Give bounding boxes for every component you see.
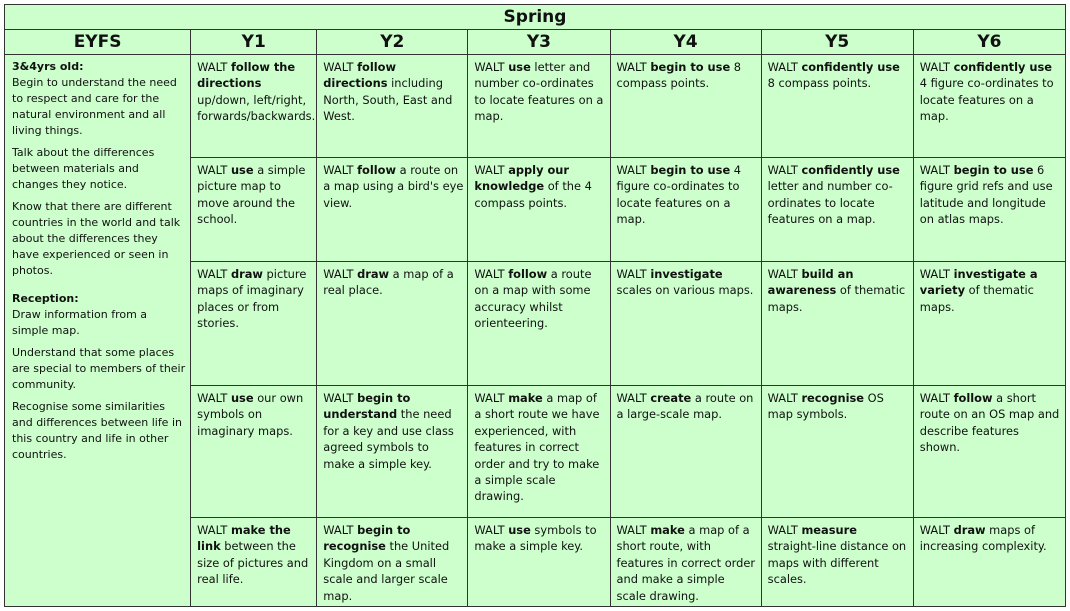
header-y2: Y2 xyxy=(317,30,468,55)
objective-text: of thematic maps. xyxy=(767,283,906,314)
objective-cell xyxy=(468,518,610,607)
objective-text: scales on various maps. xyxy=(616,283,754,298)
objective-cell xyxy=(913,386,1065,518)
eyfs-item: Understand that some places are special to members of their community. xyxy=(12,346,186,391)
header-y1: Y1 xyxy=(191,30,317,55)
objective-cell xyxy=(191,55,317,158)
header-row xyxy=(5,30,1066,55)
objective-text: 6 figure grid refs and use latitude and longitude on atlas maps. xyxy=(919,163,1053,227)
eyfs-heading-reception: Reception: xyxy=(12,292,79,305)
objective-text: WALT xyxy=(474,267,509,281)
objective-text: WALT xyxy=(197,391,231,405)
objective-cell xyxy=(317,518,468,607)
objective-text: of thematic maps. xyxy=(919,283,1034,314)
objective-text: 4 figure co-ordinates to locate features on a map. xyxy=(616,163,742,227)
objective-text: of the 4 compass points. xyxy=(474,179,592,210)
objective-keyword: draw xyxy=(230,267,263,281)
header-y4: Y4 xyxy=(610,30,761,55)
objective-cell xyxy=(610,518,761,607)
objective-text: picture maps of imaginary places or from stories. xyxy=(197,267,307,331)
objective-text: the United Kingdom on a small scale and larger scale map. xyxy=(323,539,450,603)
objective-keyword: use xyxy=(508,523,531,537)
header-y5: Y5 xyxy=(761,30,913,55)
objective-text: WALT xyxy=(767,163,802,177)
objective-keyword: measure xyxy=(801,523,857,537)
objective-keyword: make xyxy=(650,523,685,537)
title-row xyxy=(5,5,1066,30)
objective-keyword: begin to use xyxy=(650,163,731,177)
objective-text: WALT xyxy=(919,60,954,74)
objective-cell xyxy=(610,386,761,518)
objective-cell xyxy=(191,518,317,607)
eyfs-item: Draw information from a simple map. xyxy=(12,308,148,337)
objective-text: WALT xyxy=(616,60,651,74)
objective-keyword: begin to understand xyxy=(323,391,411,422)
objective-text: symbols to make a simple key. xyxy=(474,523,597,554)
eyfs-heading-3-4yrs: 3&4yrs old: xyxy=(12,60,84,73)
objective-text: WALT xyxy=(767,523,802,537)
objective-cell xyxy=(191,262,317,386)
objective-text: WALT xyxy=(616,267,651,281)
objective-cell xyxy=(468,262,610,386)
objective-text: WALT xyxy=(474,391,509,405)
objective-keyword: investigate xyxy=(650,267,723,281)
objective-cell xyxy=(761,386,913,518)
objective-cell xyxy=(317,55,468,158)
objective-text: including North, South, East and West. xyxy=(323,76,453,124)
objective-keyword: confidently use xyxy=(801,163,900,177)
objective-text: a route on a map with some accuracy whilst orienteering. xyxy=(474,267,592,331)
objective-text: a map of a real place. xyxy=(323,267,454,298)
objective-keyword: make xyxy=(508,391,543,405)
objective-cell xyxy=(468,386,610,518)
objective-cell xyxy=(913,518,1065,607)
objective-keyword: draw xyxy=(953,523,986,537)
objective-text: WALT xyxy=(474,523,509,537)
objective-text: WALT xyxy=(616,391,651,405)
objective-text: WALT xyxy=(323,523,358,537)
curriculum-table xyxy=(4,4,1066,607)
objective-text: letter and number co-ordinates to locate features on a map. xyxy=(767,179,893,227)
objective-text: WALT xyxy=(323,60,358,74)
objective-text: WALT xyxy=(474,60,509,74)
objective-text: WALT xyxy=(767,267,802,281)
objective-keyword: recognise xyxy=(801,391,865,405)
objective-keyword: follow directions xyxy=(323,60,397,91)
objective-text: WALT xyxy=(474,163,509,177)
objective-keyword: begin to use xyxy=(650,60,731,74)
objective-keyword: follow the directions xyxy=(197,60,296,91)
curriculum-table-wrapper xyxy=(4,4,1066,607)
objective-cell xyxy=(761,262,913,386)
objective-text: a map of a short route we have experienced, with features in correct order and try to make a simple scale drawing. xyxy=(474,391,600,504)
objective-text: WALT xyxy=(197,267,231,281)
objective-cell xyxy=(317,158,468,262)
objective-text: a map of a short route, with features in correct order and make a simple scale drawing. xyxy=(616,523,756,603)
objective-cell xyxy=(761,158,913,262)
table-row xyxy=(5,55,1066,158)
objective-text: WALT xyxy=(616,523,651,537)
objective-text: WALT xyxy=(323,163,358,177)
objective-cell xyxy=(610,158,761,262)
objective-cell xyxy=(761,55,913,158)
objective-cell xyxy=(317,386,468,518)
objective-text: maps of increasing complexity. xyxy=(919,523,1047,554)
objective-text: WALT xyxy=(767,391,802,405)
objective-keyword: follow xyxy=(357,163,397,177)
objective-text: 8 compass points. xyxy=(767,76,872,91)
eyfs-item: Know that there are different countries in the world and talk about the differences they have experienced or seen in photos. xyxy=(12,200,181,277)
objective-text: 4 figure co-ordinates to locate features on a map. xyxy=(919,76,1054,124)
objective-text: WALT xyxy=(197,523,231,537)
objective-keyword: investigate a variety xyxy=(919,267,1038,298)
objective-keyword: begin to use xyxy=(953,163,1034,177)
objective-keyword: make the link xyxy=(197,523,291,554)
objective-text: letter and number co-ordinates to locate features on a map. xyxy=(474,60,604,124)
objective-text: WALT xyxy=(919,523,954,537)
objective-text: a route on a map using a bird's eye view. xyxy=(323,163,464,210)
eyfs-item: Recognise some similarities and differences between life in this country and life in other countries. xyxy=(12,400,182,461)
objective-text: WALT xyxy=(616,163,651,177)
objective-text: OS map symbols. xyxy=(767,391,884,422)
objective-text: a simple picture map to move around the school. xyxy=(197,163,306,227)
objective-cell xyxy=(913,158,1065,262)
objective-text: WALT xyxy=(197,163,231,177)
objective-text: between the size of pictures and real life. xyxy=(197,539,309,587)
objective-text: 8 compass points. xyxy=(616,60,742,91)
objective-keyword: use xyxy=(230,163,254,177)
objective-keyword: build an awareness xyxy=(767,267,854,298)
objective-text: WALT xyxy=(197,60,231,74)
objective-cell xyxy=(468,55,610,158)
objective-keyword: confidently use xyxy=(953,60,1053,74)
objective-text: a short route on an OS map and describe features shown. xyxy=(919,391,1060,455)
objective-cell xyxy=(610,262,761,386)
objective-cell xyxy=(610,55,761,158)
eyfs-item: Begin to understand the need to respect and care for the natural environment and all living things. xyxy=(12,76,177,137)
objective-text: the need for a key and use class agreed symbols to make a simple key. xyxy=(323,407,454,471)
objective-cell xyxy=(761,518,913,607)
objective-text: WALT xyxy=(919,163,954,177)
objective-text: a route on a large-scale map. xyxy=(616,391,754,422)
table-title: Spring xyxy=(5,5,1066,30)
objective-keyword: follow xyxy=(953,391,993,405)
objective-cell xyxy=(913,262,1065,386)
objective-keyword: apply our knowledge xyxy=(474,163,570,194)
header-y6: Y6 xyxy=(913,30,1065,55)
objective-cell xyxy=(191,158,317,262)
eyfs-item: Talk about the differences between materials and changes they notice. xyxy=(12,146,155,191)
objective-text: our own symbols on imaginary maps. xyxy=(197,391,304,438)
objective-keyword: use xyxy=(508,60,531,74)
objective-keyword: begin to recognise xyxy=(323,523,411,554)
eyfs-cell xyxy=(5,55,191,607)
objective-cell xyxy=(317,262,468,386)
objective-text: straight-line distance on maps with different scales. xyxy=(767,539,907,587)
objective-text: WALT xyxy=(323,267,358,281)
objective-keyword: create xyxy=(650,391,692,405)
objective-text: up/down, left/right, forwards/backwards. xyxy=(197,92,316,124)
objective-keyword: draw xyxy=(357,267,390,281)
objective-cell xyxy=(913,55,1065,158)
objective-text: WALT xyxy=(919,391,954,405)
objective-keyword: confidently use xyxy=(801,60,900,74)
objective-keyword: follow xyxy=(508,267,548,281)
objective-cell xyxy=(468,158,610,262)
objective-text: WALT xyxy=(767,60,802,74)
objective-keyword: use xyxy=(230,391,254,405)
objective-text: WALT xyxy=(919,267,954,281)
header-eyfs: EYFS xyxy=(5,30,191,55)
header-y3: Y3 xyxy=(468,30,610,55)
objective-text: WALT xyxy=(323,391,358,405)
objective-cell xyxy=(191,386,317,518)
